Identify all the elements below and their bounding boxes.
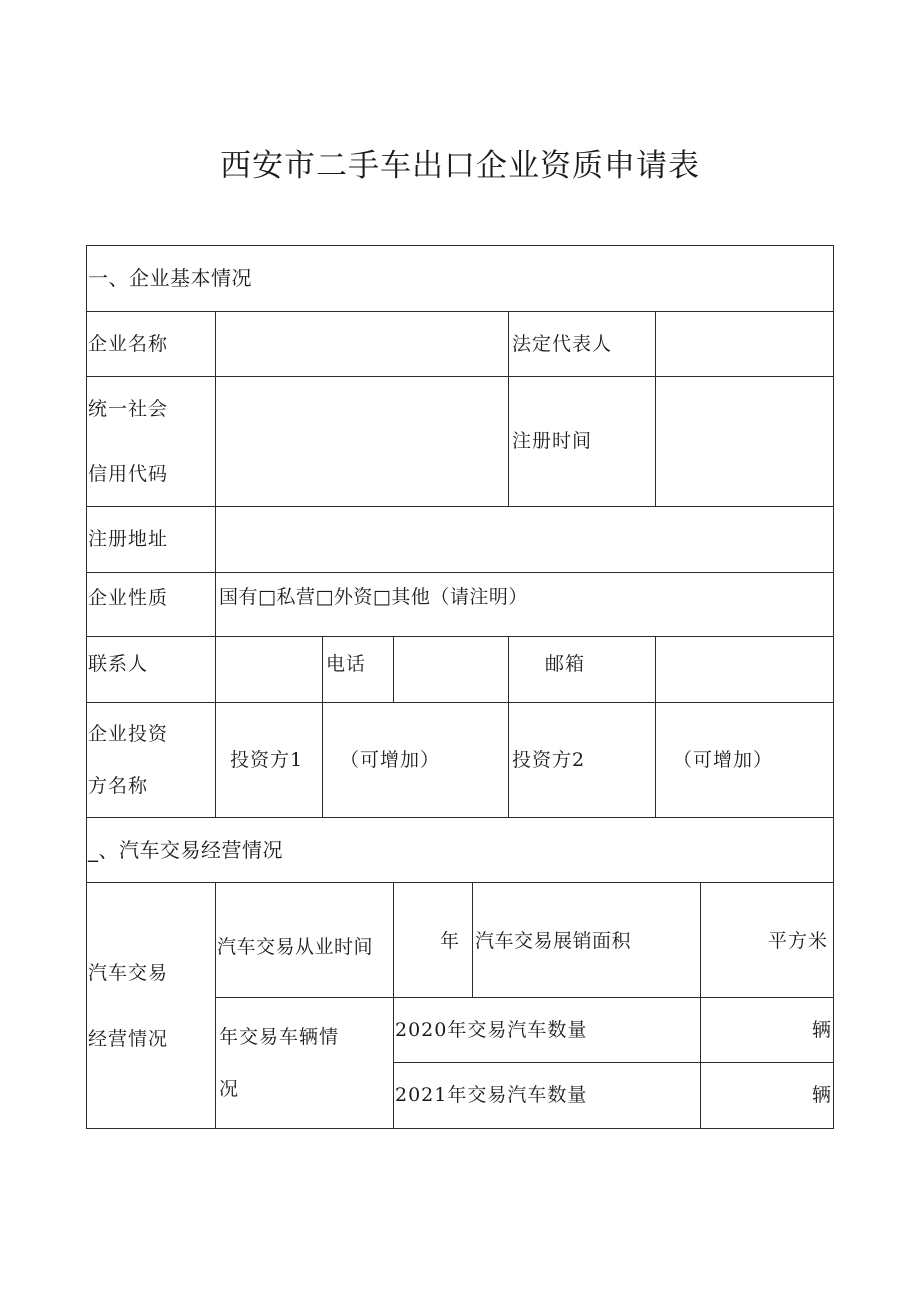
contact-field[interactable] bbox=[217, 638, 321, 701]
company-name-field[interactable] bbox=[217, 313, 507, 375]
row-divider bbox=[215, 997, 834, 998]
col-divider bbox=[700, 882, 701, 1129]
company-name-label: 企业名称 bbox=[88, 333, 169, 355]
ops-label-line1: 汽车交易 bbox=[88, 962, 169, 984]
reg-time-label: 注册时间 bbox=[512, 430, 593, 452]
section-heading-basic-info: 一、企业基本情况 bbox=[88, 266, 252, 290]
phone-label: 电话 bbox=[326, 653, 367, 675]
investor1-label: 投资方1 bbox=[230, 749, 304, 771]
col-divider bbox=[655, 636, 656, 703]
investor-label-line1: 企业投资 bbox=[88, 723, 169, 745]
nature-label: 企业性质 bbox=[88, 587, 169, 609]
col-divider bbox=[472, 882, 473, 997]
area-unit[interactable]: 平方米 bbox=[768, 930, 829, 952]
row-divider bbox=[86, 311, 834, 312]
row-divider bbox=[86, 882, 834, 883]
years-unit[interactable]: 年 bbox=[440, 930, 461, 952]
col-divider bbox=[508, 702, 509, 817]
row-divider bbox=[86, 572, 834, 573]
col-divider bbox=[655, 702, 656, 817]
row-divider bbox=[86, 376, 834, 377]
area-label: 汽车交易展销面积 bbox=[475, 930, 632, 952]
table-border-top bbox=[86, 245, 834, 246]
col-divider bbox=[655, 311, 656, 507]
row-divider bbox=[86, 506, 834, 507]
legal-rep-field[interactable] bbox=[657, 313, 832, 375]
email-field[interactable] bbox=[657, 638, 832, 701]
col-divider bbox=[393, 636, 394, 703]
table-border-left bbox=[86, 245, 87, 1129]
nature-options[interactable]: 国有□私营□外资□其他（请注明） bbox=[219, 586, 528, 608]
col-divider bbox=[215, 311, 216, 817]
col-divider bbox=[322, 702, 323, 817]
col-divider bbox=[508, 636, 509, 703]
row-divider bbox=[393, 1062, 834, 1063]
col-divider bbox=[393, 882, 394, 1129]
year2020-unit[interactable]: 辆 bbox=[812, 1019, 833, 1041]
row-divider bbox=[86, 817, 834, 818]
col-divider bbox=[508, 311, 509, 507]
email-label: 邮箱 bbox=[545, 653, 586, 675]
investor-label-line2: 方名称 bbox=[88, 775, 149, 797]
ops-label-line2: 经营情况 bbox=[88, 1028, 169, 1050]
reg-address-field[interactable] bbox=[217, 508, 832, 571]
col-divider bbox=[215, 882, 216, 1129]
reg-time-field[interactable] bbox=[657, 378, 832, 505]
table-border-bottom bbox=[86, 1128, 834, 1129]
credit-code-field[interactable] bbox=[217, 378, 507, 505]
year2020-label: 2020年交易汽车数量 bbox=[395, 1019, 588, 1041]
row-divider bbox=[86, 636, 834, 637]
investor2-hint[interactable]: （可增加） bbox=[673, 749, 774, 771]
credit-code-label-line1: 统一社会 bbox=[88, 398, 169, 420]
form-title: 西安市二手车出口企业资质申请表 bbox=[220, 148, 700, 184]
legal-rep-label: 法定代表人 bbox=[512, 333, 613, 355]
investor2-label: 投资方2 bbox=[512, 749, 586, 771]
year2021-unit[interactable]: 辆 bbox=[812, 1084, 833, 1106]
investor1-hint[interactable]: （可增加） bbox=[340, 749, 441, 771]
col-divider bbox=[322, 636, 323, 703]
section-heading-trade-ops: _、汽车交易经营情况 bbox=[88, 838, 283, 862]
reg-address-label: 注册地址 bbox=[88, 528, 169, 550]
years-label: 汽车交易从业时间 bbox=[217, 936, 374, 958]
contact-label: 联系人 bbox=[88, 653, 149, 675]
phone-field[interactable] bbox=[395, 638, 507, 701]
row-divider bbox=[86, 702, 834, 703]
annual-label-line1: 年交易车辆情 bbox=[219, 1026, 340, 1048]
credit-code-label-line2: 信用代码 bbox=[88, 463, 169, 485]
annual-label-line2: 况 bbox=[219, 1078, 240, 1100]
year2021-label: 2021年交易汽车数量 bbox=[395, 1084, 588, 1106]
